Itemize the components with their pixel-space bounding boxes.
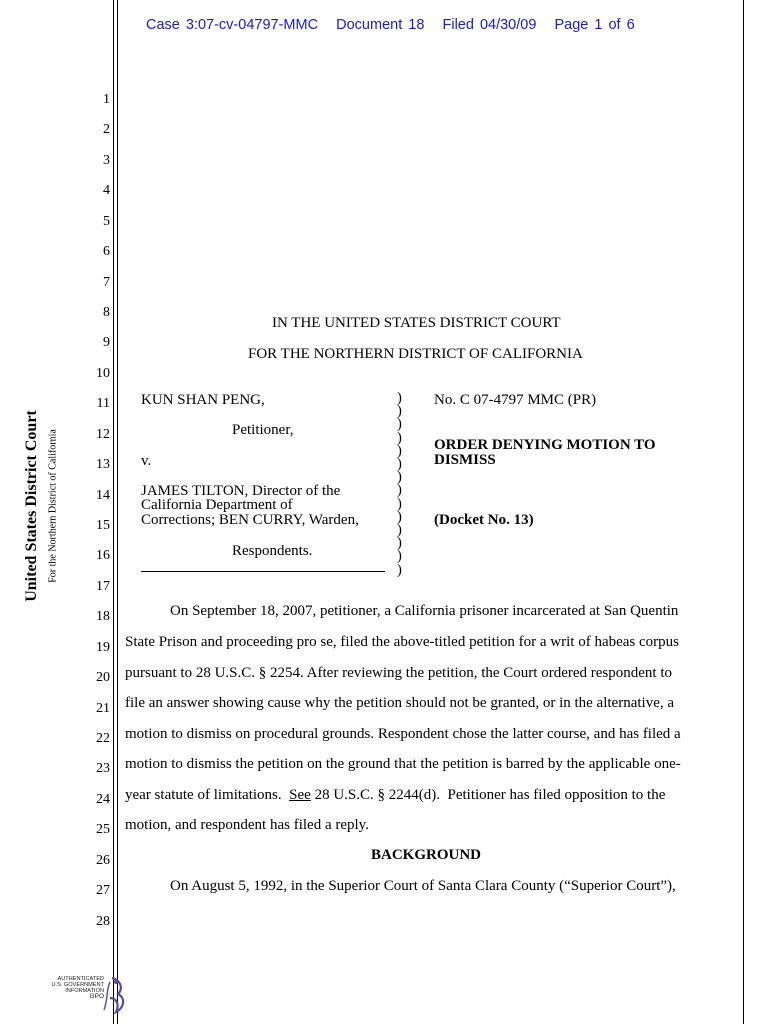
case-number: Case 3:07-cv-04797-MMC [146, 17, 319, 33]
body-line: State Prison and proceeding pro se, filed the above-titled petition for a writ of habeas corpus [125, 634, 680, 650]
petitioner-role: Petitioner, [232, 422, 294, 438]
gpo-authentication-seal [46, 976, 130, 1016]
document-header [146, 17, 635, 33]
line-number: 10 [96, 366, 110, 381]
line-number: 23 [96, 761, 110, 776]
caption-underline [141, 571, 385, 572]
page-indicator: Page 1 of 6 [554, 17, 635, 33]
right-margin-rule [743, 0, 744, 1024]
section-heading-background: BACKGROUND [371, 847, 482, 863]
order-title-line-2: DISMISS [434, 452, 496, 468]
body-line: motion to dismiss on procedural grounds. Respondent chose the latter course, and has filed a [125, 726, 681, 742]
body-text: 28 U.S.C. § 2244(d). Petitioner has filed opposition to the [310, 787, 666, 803]
body-line: On September 18, 2007, petitioner, a California prisoner incarcerated at San Quentin [170, 603, 679, 619]
respondent-role: Respondents. [232, 543, 313, 559]
line-number: 18 [96, 609, 110, 624]
line-number: 24 [96, 792, 110, 807]
filed-date: Filed 04/30/09 [442, 17, 537, 33]
line-number: 3 [103, 153, 110, 168]
line-number: 8 [103, 305, 110, 320]
line-number: 20 [96, 670, 110, 685]
line-number: 21 [96, 701, 110, 716]
line-number: 26 [96, 853, 110, 868]
line-number: 6 [103, 244, 110, 259]
court-district: FOR THE NORTHERN DISTRICT OF CALIFORNIA [248, 346, 583, 362]
body-line [125, 787, 665, 803]
left-margin-rule-2 [117, 0, 118, 1024]
petitioner-name: KUN SHAN PENG, [141, 392, 265, 408]
see-citation-signal: See [289, 787, 311, 803]
docket-reference: (Docket No. 13) [434, 512, 534, 528]
versus: v. [141, 453, 152, 469]
line-number: 1 [103, 92, 110, 107]
line-number: 15 [96, 518, 110, 533]
line-number: 11 [96, 396, 110, 411]
body-line: motion to dismiss the petition on the ground that the petition is barred by the applicable one- [125, 756, 681, 772]
line-number: 14 [96, 488, 110, 503]
margin-district-subtitle: For the Northern District of California [47, 429, 59, 583]
left-margin-rule-1 [113, 0, 114, 1024]
line-number: 28 [96, 914, 110, 929]
body-text: year statute of limitations. [125, 787, 290, 803]
line-number: 22 [96, 731, 110, 746]
line-number: 17 [96, 579, 110, 594]
line-number: 7 [103, 275, 110, 290]
line-number: 25 [96, 822, 110, 837]
line-number: 27 [96, 883, 110, 898]
gpo-seal-text: AUTHENTICATED U.S. GOVERNMENT INFORMATION GPO [51, 976, 104, 1000]
body-line: file an answer showing cause why the petition should not be granted, or in the alternative, a [125, 695, 675, 711]
line-number: 13 [96, 457, 110, 472]
line-number: 9 [103, 335, 110, 350]
line-number: 4 [103, 183, 110, 198]
line-number: 19 [96, 640, 110, 655]
body-line: On August 5, 1992, in the Superior Court of Santa Clara County (“Superior Court”), [170, 878, 676, 894]
line-number: 12 [96, 427, 110, 442]
respondent-line-1: JAMES TILTON, Director of the [141, 483, 341, 499]
order-title-line-1: ORDER DENYING MOTION TO [434, 437, 656, 453]
respondent-line-2: California Department of [141, 497, 293, 513]
body-line: pursuant to 28 U.S.C. § 2254. After reviewing the petition, the Court ordered respondent to [125, 665, 672, 681]
gpo-eagle-icon [46, 976, 130, 1016]
margin-court-title: United States District Court [23, 410, 40, 602]
caption-parentheses: ) ) ) ) ) ) ) ) ) ) ) ) ) ) [397, 390, 402, 578]
line-number: 5 [103, 214, 110, 229]
document-number: Document 18 [336, 17, 425, 33]
line-number: 16 [96, 548, 110, 563]
case-number-caption: No. C 07-4797 MMC (PR) [434, 392, 597, 408]
court-title: IN THE UNITED STATES DISTRICT COURT [272, 315, 561, 331]
body-line: motion, and respondent has filed a reply. [125, 817, 369, 833]
line-number: 2 [103, 122, 110, 137]
respondent-line-3: Corrections; BEN CURRY, Warden, [141, 512, 359, 528]
